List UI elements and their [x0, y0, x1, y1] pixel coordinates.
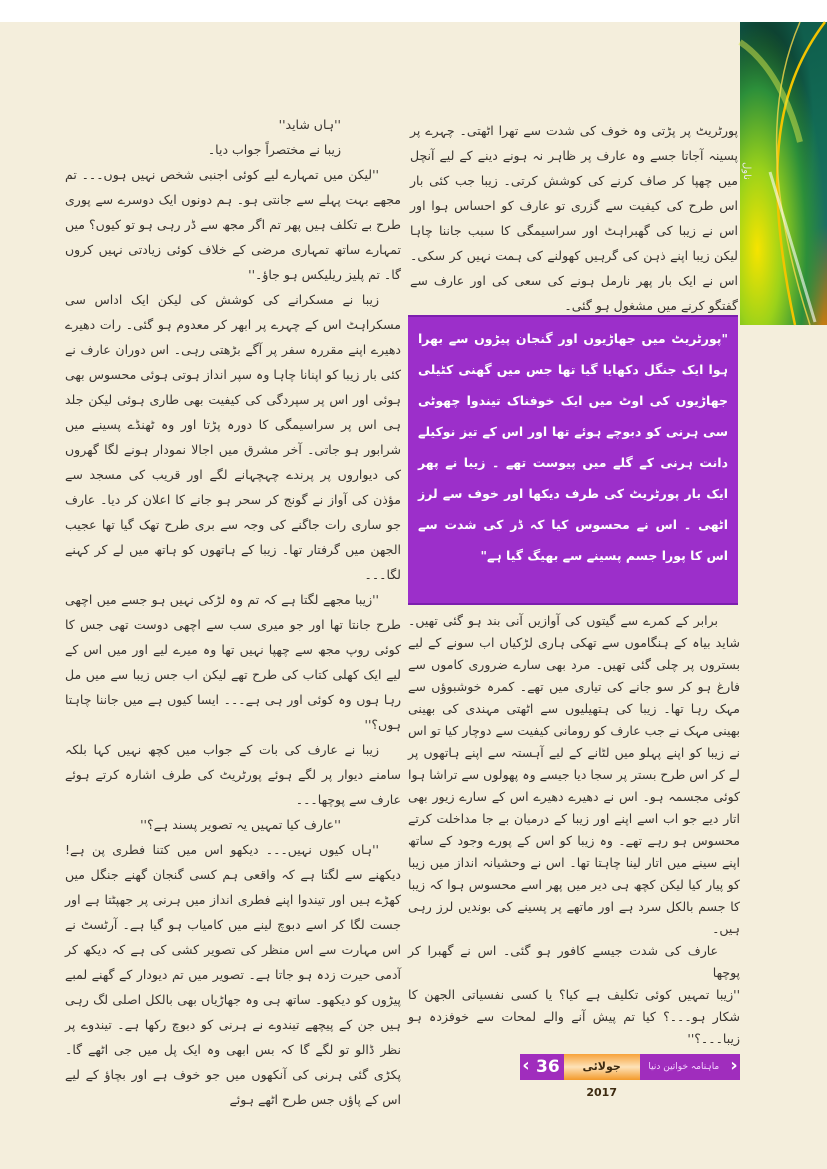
page-footer	[520, 1054, 740, 1099]
right-column-bottom	[408, 610, 740, 1050]
right-column-top	[410, 118, 738, 313]
decorative-swirl-icon	[740, 22, 827, 325]
dialogue: ''ہاں شاید''	[278, 117, 341, 132]
magazine-name: ماہنامہ خواتین دنیا	[640, 1054, 728, 1080]
dialogue: ''عارف کیا تمہیں یہ تصویر پسند ہے؟''	[140, 817, 341, 832]
pull-quote	[408, 315, 738, 605]
dialogue: ''زیبا مجھے لگتا ہے کہ تم وہ لڑکی نہیں ہو جسے میں اچھی طرح جانتا تھا اور جو میری سب سے اچھی دوست تھی جس کا کوئی روپ مجھ سے چھپا نہیں تھا وہ میرے لیے اور میں اس کے لیے ایک کھلی کتاب کی طرح تھے لیکن اب جس زیبا سے میں مل رہا ہوں وہ کوئی اور ہی ہے۔۔۔ ایسا کیوں ہے میں جاننا چاہتا ہوں؟''	[65, 592, 401, 732]
paragraph: زیبا نے مختصراً جواب دیا۔	[207, 142, 341, 157]
section-decoration	[740, 22, 827, 325]
paragraph: پورٹریٹ پر پڑتی وہ خوف کی شدت سے تھرا اٹھتی۔ چہرے پر پسینہ آجاتا جسے وہ عارف پر ظاہر نہ ہونے دینے کے لیے آنچل میں چھپا کر صاف کرنے کی کوشش کرتی۔ زیبا جب کئی بار اس طرح کی کیفیت سے گزری تو عارف کو احساس ہوا اور اس نے زیبا کی گھبراہٹ اور سراسیمگی کا سبب جاننا چاہا لیکن زیبا اپنے ذہن کی گرہیں کھولنے کی ہمت نہیں کر سکی۔ اس نے ایک بار پھر نارمل ہونے کی سعی کی اور عارف سے گفتگو کرنے میں مشغول ہو گئی۔	[410, 123, 738, 313]
paragraph: زیبا نے عارف کی بات کے جواب میں کچھ نہیں کہا بلکہ سامنے دیوار پر لگے ہوئے پورٹریٹ کی طرف اشارہ کرتے ہوئے عارف سے پوچھا۔۔۔	[65, 742, 401, 807]
paragraph: عارف کی شدت جیسے کافور ہو گئی۔ اس نے گھبرا کر پوچھا	[408, 943, 740, 980]
page-number: 36	[532, 1054, 564, 1080]
pull-quote-text: "پورٹریٹ میں جھاڑیوں اور گنجان پیڑوں سے بھرا ہوا ایک جنگل دکھایا گیا تھا جس میں گھنی کٹیلی جھاڑیوں کی اوٹ میں ایک خوفناک تیندوا چھوٹی سی ہرنی کو دبوچے ہوئے تھا اور اس کے تیز نوکیلے دانت ہرنی کے گلے میں پیوست تھے ۔ زیبا نے پھر ایک بار پورٹریٹ کی طرف دیکھا اور خوف سے لرز اٹھی ۔ اس نے محسوس کیا کہ ڈر کی شدت سے اس کا پورا جسم پسینے سے بھیگ گیا ہے"	[418, 331, 728, 563]
paragraph: زیبا نے مسکرانے کی کوشش کی لیکن ایک اداس سی مسکراہٹ اس کے چہرے پر ابھر کر معدوم ہو گئی۔ رات دھیرے دھیرے اپنے مقررہ سفر پر آگے بڑھتی رہی۔ اس دوران عارف نے کئی بار زیبا کو اپنانا چاہا وہ سپر انداز ہوتی ہوئی محسوس بھی ہوئی اور اس پر سپردگی کی کیفیت بھی طاری ہوئی لیکن جلد ہی اس پر سراسیمگی کا دورہ پڑتا اور وہ ٹھنڈے پسینے میں شرابور ہو جاتی۔ آخر مشرق میں اجالا نمودار ہونے لگا گھروں کی دیواروں پر پرندے چہچہانے لگے اور قریب کی مسجد سے مؤذن کی آواز نے گونج کر سحر ہو جانے کا اعلان کر دیا۔ عارف جو ساری رات جاگنے کی وجہ سے بری طرح تھک گیا تھا عجیب الجھن میں گرفتار تھا۔ زیبا کے ہاتھوں کو ہاتھ میں لے کر کہنے لگا۔۔۔	[65, 292, 401, 582]
dialogue: ''لیکن میں تمہارے لیے کوئی اجنبی شخص نہیں ہوں۔۔۔ تم مجھے بہت پہلے سے جانتی ہو۔ ہم دونوں ایک دوسرے سے پوری طرح بے تکلف ہیں پھر تم اگر مجھ سے ڈر رہی ہو تو کیوں؟ میں تمہارے ساتھ تمہاری مرضی کے خلاف کوئی زیادتی نہیں کروں گا۔ تم پلیز ریلیکس ہو جاؤ۔''	[65, 167, 401, 282]
chevron-right-icon: ›	[728, 1054, 740, 1080]
chevron-left-icon: ‹	[520, 1054, 532, 1080]
dialogue: ''زیبا تمہیں کوئی تکلیف ہے کیا؟ یا کسی نفسیاتی الجھن کا شکار ہو۔۔۔؟ کیا تم پیش آنے والے لمحات سے خوفزدہ ہو زیبا۔۔۔؟''	[408, 987, 740, 1046]
section-label: ناول	[741, 162, 752, 180]
paragraph: برابر کے کمرے سے گیتوں کی آوازیں آنی بند ہو گئی تھیں۔ شاید بیاہ کے ہنگاموں سے تھکی ہاری لڑکیاں اب سونے کے لیے بستروں پر چلی گئی تھیں۔ مرد بھی سارے ضروری کاموں سے فارغ ہو کر سو جانے کی تیاری میں تھے۔ کمرہ خوشبوؤں سے مہک رہا تھا۔ زیبا کی ہتھیلیوں سے اٹھتی مہندی کی بھینی بھینی مہک نے جب عارف کو رومانی کیفیت سے دوچار کیا تو اس نے زیبا کو اپنے پہلو میں لٹانے کے لیے آہستہ سے اپنے ہاتھوں پر لے کر اس طرح بستر پر سجا دیا جیسے وہ پھولوں سے تراشا ہوا کوئی مجسمہ ہو۔ اس نے دھیرے دھیرے اس کے سارے زیور بھی اتار دیے جو اب اسے اپنے اور زیبا کے درمیان بے جا مداخلت کرتے محسوس ہو رہے تھے۔ وہ زیبا کو اس کے پورے وجود کے ساتھ اپنے سینے میں اتار لینا چاہتا تھا۔ اس نے وحشیانہ انداز میں زیبا کو پیار کیا لیکن کچھ ہی دیر میں پھر اسے محسوس ہوا کہ زیبا کا جسم بالکل سرد ہے اور ماتھے پر پسینے کی بوندیں لرز رہی ہیں۔	[408, 613, 740, 936]
issue-date: جولائی 2017	[564, 1054, 640, 1080]
left-column	[65, 112, 401, 1107]
dialogue: ''ہاں کیوں نہیں۔۔۔ دیکھو اس میں کتنا فطری پن ہے! دیکھنے سے لگتا ہے کہ واقعی ہم کسی گنجان گھنے جنگل میں کھڑے ہیں اور تیندوا اپنے فطری انداز میں ہرنی پر جھپٹتا ہے اور جست لگا کر اسے دبوچ لینے میں کامیاب ہو گیا ہے۔ آرٹسٹ نے اس مہارت سے اس منظر کی تصویر کشی کی ہے کہ دیکھ کر آدمی حیرت زدہ ہو جاتا ہے۔ تصویر میں تم دیودار کے گھنے لمبے پیڑوں کو دیکھو۔ ساتھ ہی وہ جھاڑیاں بھی بالکل اصلی لگ رہی ہیں جن کے پیچھے تیندوے نے ہرنی کو دبوچ رکھا ہے۔ تیندوے پر نظر ڈالو تو لگے گا کہ بس ابھی وہ ایک پل میں جی اٹھے گا۔ پکڑی گئی ہرنی کی آنکھوں میں جو خوف ہے اور بچاؤ کے لیے اس کے پاؤں جس طرح اٹھے ہوئے	[65, 842, 401, 1107]
